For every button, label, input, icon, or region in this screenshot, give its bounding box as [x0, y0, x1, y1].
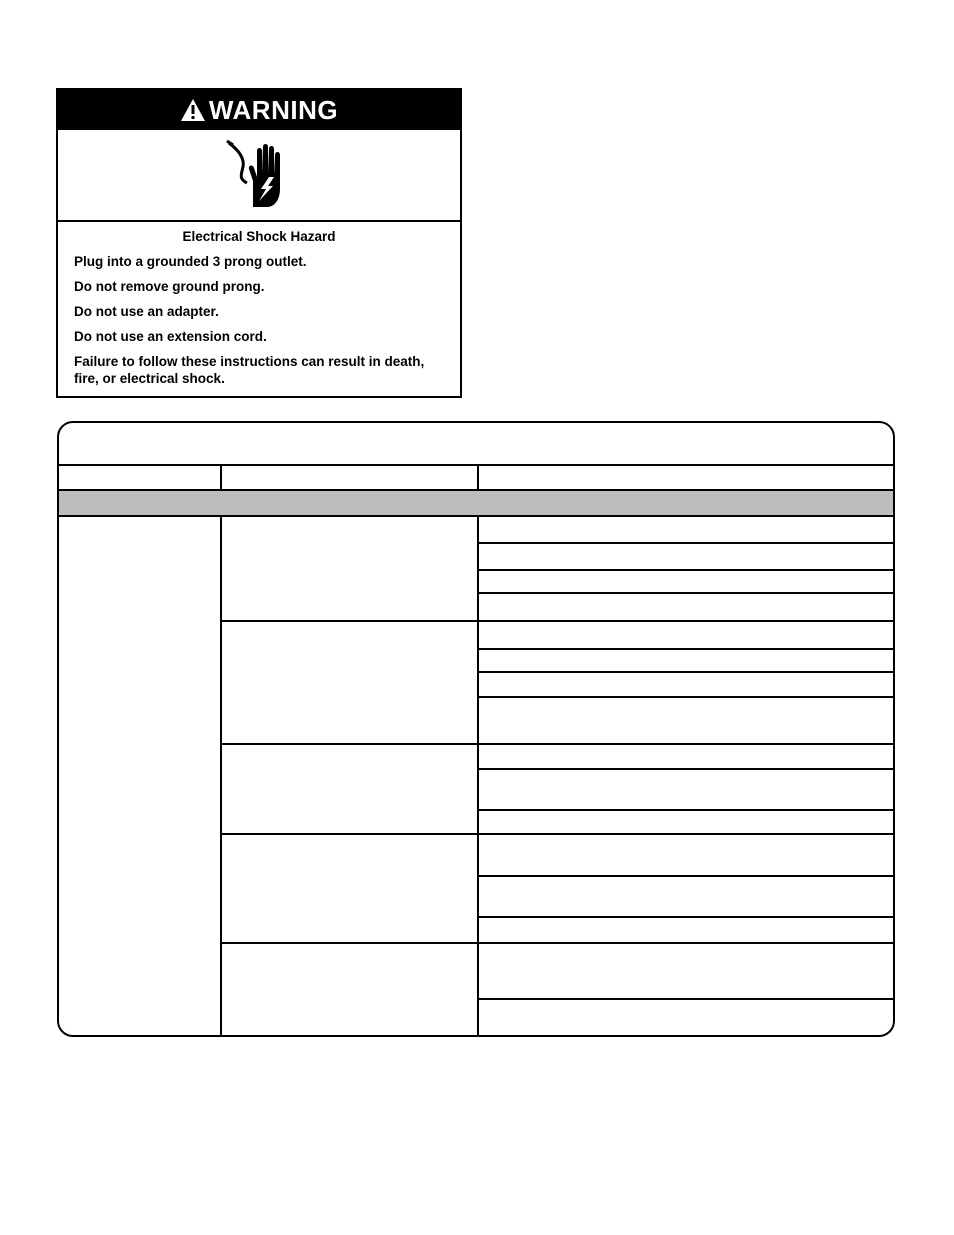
row-line: [477, 768, 895, 770]
row-line: [477, 696, 895, 698]
row-line: [477, 809, 895, 811]
row-line: [477, 875, 895, 877]
instruction-1: Plug into a grounded 3 prong outlet.: [74, 254, 307, 269]
group-line-2: [220, 743, 895, 745]
group-line-1: [220, 620, 895, 622]
hazard-title: Electrical Shock Hazard: [182, 229, 336, 244]
row-line: [477, 671, 895, 673]
section-band: [59, 491, 895, 515]
col-divider-1: [220, 515, 222, 1037]
instruction-4: Do not use an extension cord.: [74, 329, 267, 344]
troubleshooting-table: [57, 421, 895, 1037]
warning-label: [56, 88, 462, 398]
instruction-2: Do not remove ground prong.: [74, 279, 265, 294]
group-line-3: [220, 833, 895, 835]
group-line-4: [220, 942, 895, 944]
instruction-5: Failure to follow these instructions can result in death, fire, or electrical shock.: [74, 354, 425, 386]
warning-heading: WARNING: [208, 94, 339, 125]
row-line: [477, 916, 895, 918]
warning-header: [58, 90, 460, 130]
instruction-3: Do not use an adapter.: [74, 304, 219, 319]
col-divider-2-header: [477, 464, 479, 491]
alert-triangle-icon: [180, 98, 206, 122]
row-line: [477, 648, 895, 650]
row-line: [477, 592, 895, 594]
electrical-shock-hand-icon: [219, 137, 299, 213]
row-line: [477, 998, 895, 1000]
row-line: [477, 569, 895, 571]
warning-icon-area: [58, 130, 460, 222]
col-divider-1-header: [220, 464, 222, 491]
warning-text: [58, 222, 460, 387]
row-line: [477, 542, 895, 544]
